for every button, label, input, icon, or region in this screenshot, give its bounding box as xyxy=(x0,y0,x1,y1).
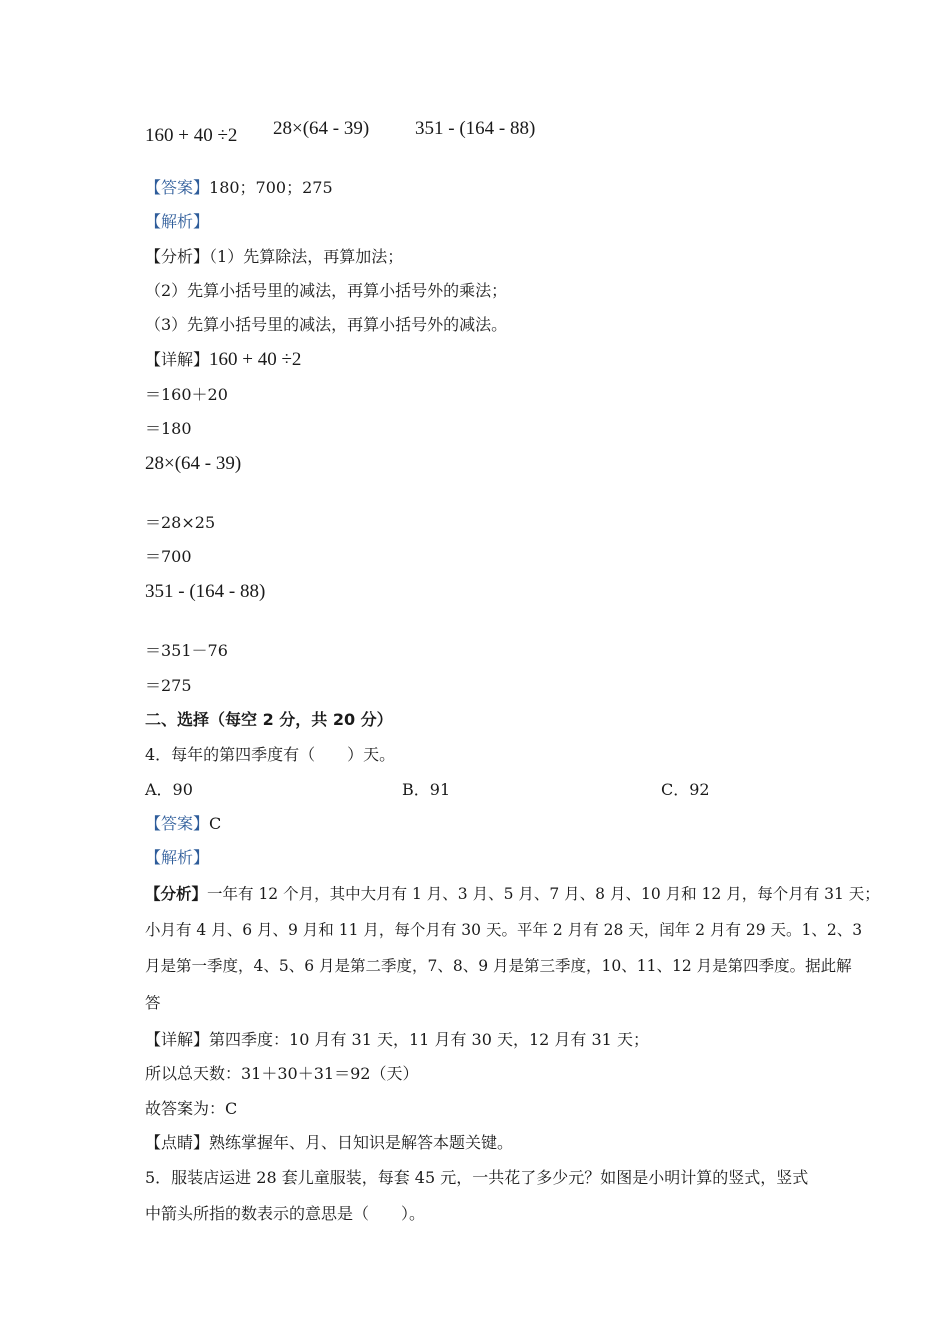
q4-answer xyxy=(145,813,221,835)
xiangjie-tag: 【详解】 xyxy=(145,350,210,369)
expression-3: 351 - (164 - 88) xyxy=(415,118,536,139)
q5-line-1: 5．服装店运进 28 套儿童服装，每套 45 元，一共花了多少元？如图是小明计算的竖式，竖式 xyxy=(145,1168,809,1187)
answer-text: 180；700；275 xyxy=(209,178,333,197)
dianjing-text: 熟练掌握年、月、日知识是解答本题关键。 xyxy=(209,1133,514,1152)
q4-option-b: B．91 xyxy=(402,780,451,799)
q4-dianjing xyxy=(145,1132,513,1154)
step-2a: ＝28×25 xyxy=(145,513,216,532)
expression-2-repeat: 28×(64 - 39) xyxy=(145,453,242,474)
expression-2: 28×(64 - 39) xyxy=(273,118,370,139)
q4-option-c: C．92 xyxy=(661,780,710,799)
q4-fenxi-line-4: 答 xyxy=(145,994,161,1012)
section-heading: 二、选择（每空 2 分，共 20 分） xyxy=(145,710,393,729)
q4-fenxi-line-1 xyxy=(145,883,880,905)
xiangjie-tag: 【详解】 xyxy=(145,1030,210,1049)
fenxi-tag: 【分析】 xyxy=(145,884,208,903)
answer-tag: 【答案】 xyxy=(145,814,210,833)
q3-fenxi-3: （3）先算小括号里的减法，再算小括号外的减法。 xyxy=(145,315,508,334)
q4-fenxi-line-3: 月是第一季度，4、5、6 月是第二季度，7、8、9 月是第三季度，10、11、12 月是第四季度。据此解 xyxy=(145,957,852,975)
expression-1: 160 + 40 ÷2 xyxy=(145,125,238,146)
xiangjie-text: 第四季度：10 月有 31 天，11 月有 30 天，12 月有 31 天； xyxy=(209,1030,649,1049)
fenxi-tag: 【分析】 xyxy=(145,247,210,266)
q4-conclusion: 故答案为：C xyxy=(145,1099,238,1118)
step-3b: ＝275 xyxy=(145,676,192,695)
q3-jiexi-tag: 【解析】 xyxy=(145,212,210,231)
q3-xiangjie xyxy=(145,348,301,372)
fenxi-text: （1）先算除法，再算加法； xyxy=(209,247,404,266)
step-1a: ＝160＋20 xyxy=(145,385,228,404)
q4-fenxi-line-2: 小月有 4 月、6 月、9 月和 11 月，每个月有 30 天。平年 2 月有 28 天，闰年 2 月有 29 天。1、2、3 xyxy=(145,921,863,939)
q5-line-2: 中箭头所指的数表示的意思是（ ）。 xyxy=(145,1204,426,1223)
q3-fenxi-2: （2）先算小括号里的减法，再算小括号外的乘法； xyxy=(145,281,508,300)
q4-total: 所以总天数：31＋30＋31＝92（天） xyxy=(145,1064,419,1083)
q3-fenxi xyxy=(145,246,403,268)
q4-xiangjie xyxy=(145,1029,649,1051)
xiangjie-expression: 160 + 40 ÷2 xyxy=(209,349,302,370)
q4-jiexi-tag: 【解析】 xyxy=(145,848,210,867)
q4-stem: 4．每年的第四季度有（ ）天。 xyxy=(145,745,396,764)
step-1b: ＝180 xyxy=(145,419,192,438)
dianjing-tag: 【点睛】 xyxy=(145,1133,210,1152)
q4-option-a: A．90 xyxy=(145,780,193,799)
step-3a: ＝351－76 xyxy=(145,641,228,660)
q3-answer xyxy=(145,177,333,199)
answer-tag: 【答案】 xyxy=(145,178,210,197)
fenxi-text-1: 一年有 12 个月，其中大月有 1 月、3 月、5 月、7 月、8 月、10 月和 12 月，每个月有 31 天； xyxy=(207,885,880,903)
answer-text: C xyxy=(209,814,222,833)
step-2b: ＝700 xyxy=(145,547,192,566)
expression-3-repeat: 351 - (164 - 88) xyxy=(145,581,266,602)
